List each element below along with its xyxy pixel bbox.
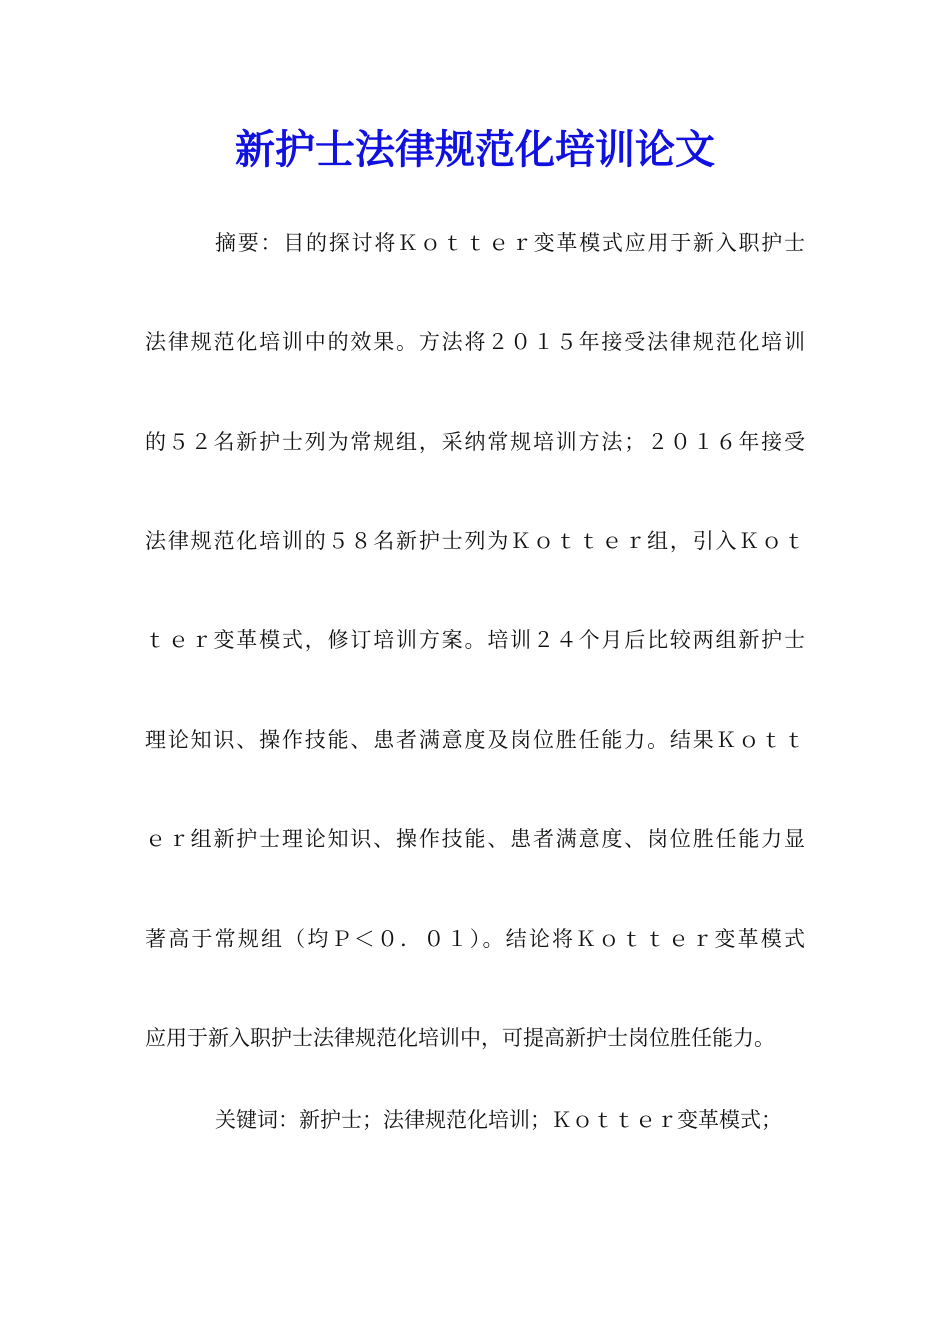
keywords-line: 关键词：新护士；法律规范化培训；Ｋｏｔｔｅｒ变革模式； xyxy=(215,1108,782,1132)
document-title: 新护士法律规范化培训论文 xyxy=(235,126,715,173)
abstract-line: 摘要：目的探讨将Ｋｏｔｔｅｒ变革模式应用于新入职护士 xyxy=(215,231,805,255)
abstract-line: 理论知识、操作技能、患者满意度及岗位胜任能力。结果Ｋｏｔｔ xyxy=(145,728,805,752)
abstract-line: 著高于常规组（均Ｐ＜０．０１）。结论将Ｋｏｔｔｅｒ变革模式 xyxy=(145,927,805,951)
abstract-line: 法律规范化培训中的效果。方法将２０１５年接受法律规范化培训 xyxy=(145,330,805,354)
abstract-line: ｅｒ组新护士理论知识、操作技能、患者满意度、岗位胜任能力显 xyxy=(145,827,805,851)
abstract-line: 的５２名新护士列为常规组，采纳常规培训方法；２０１６年接受 xyxy=(145,430,805,454)
abstract-line: ｔｅｒ变革模式，修订培训方案。培训２４个月后比较两组新护士 xyxy=(145,628,805,652)
abstract-line: 应用于新入职护士法律规范化培训中，可提高新护士岗位胜任能力。 xyxy=(145,1026,775,1050)
abstract-line: 法律规范化培训的５８名新护士列为Ｋｏｔｔｅｒ组，引入Ｋｏｔ xyxy=(145,529,805,553)
